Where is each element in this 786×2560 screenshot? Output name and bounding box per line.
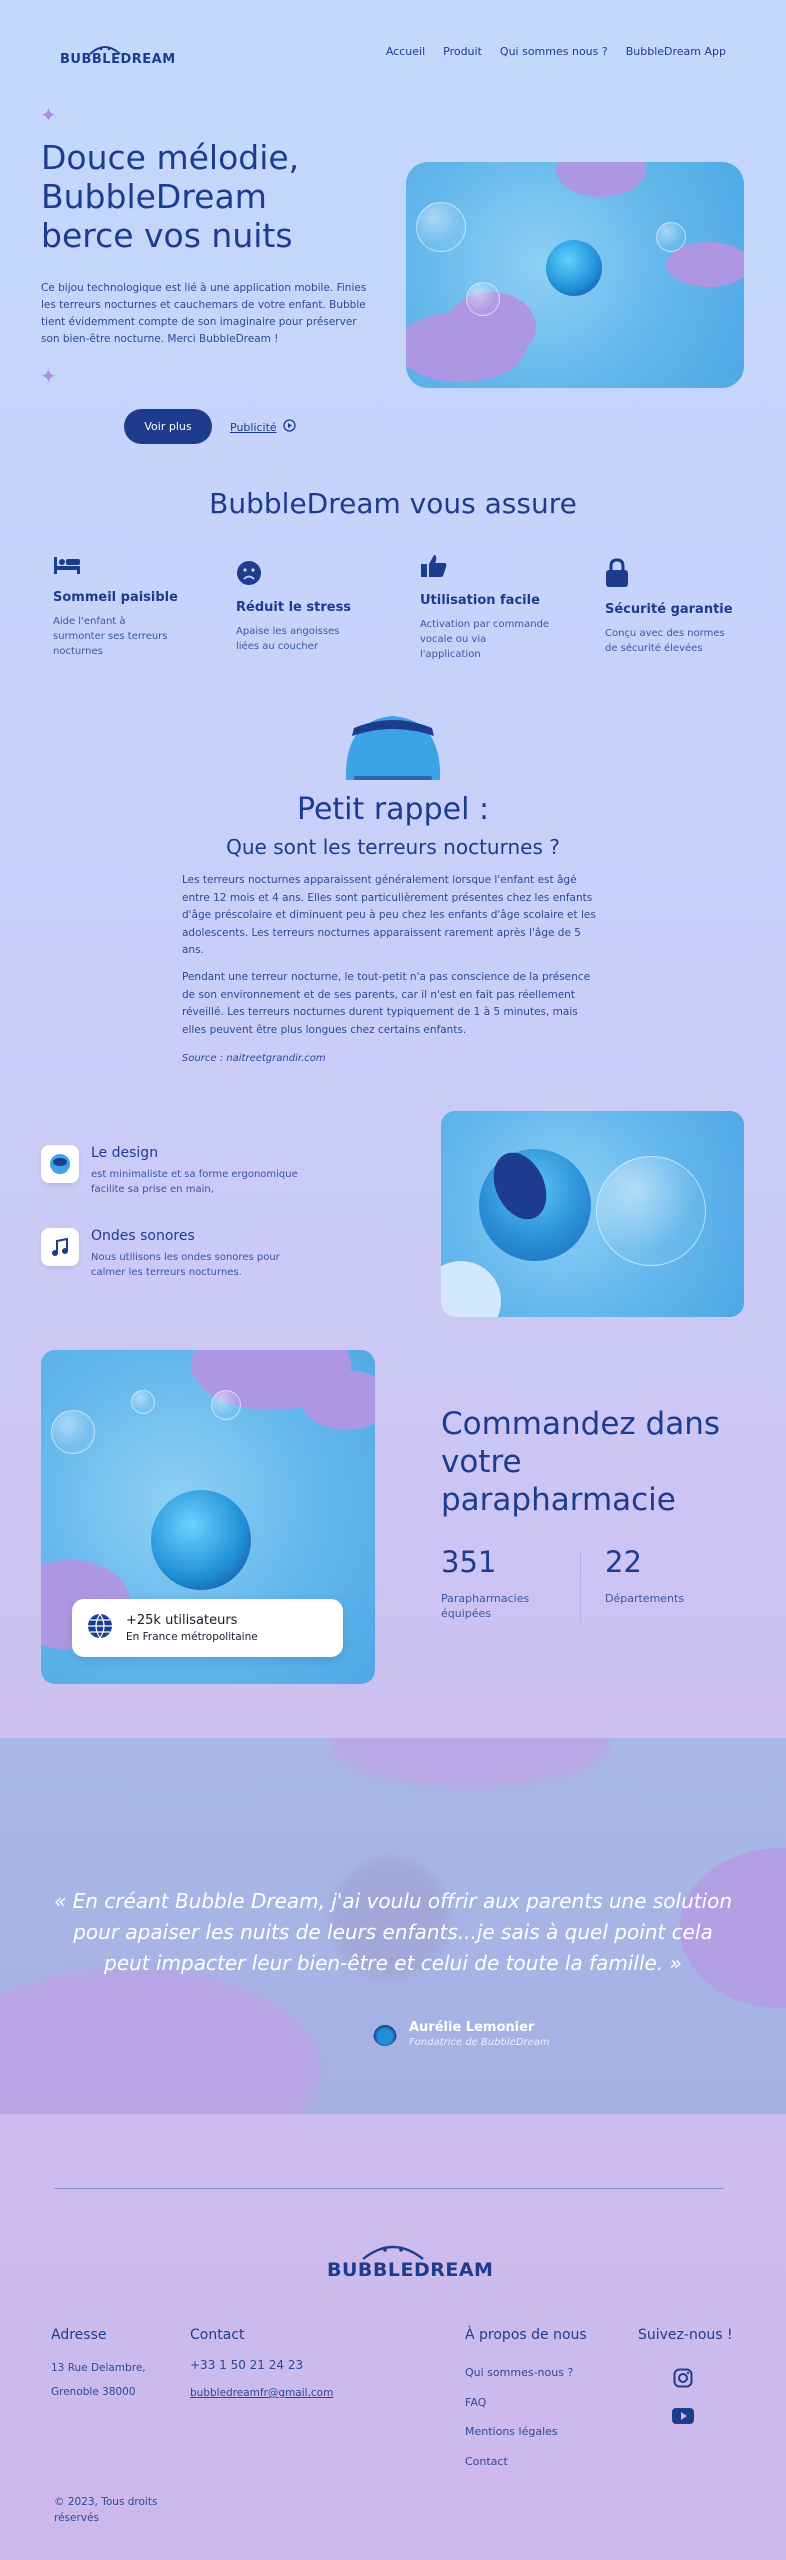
feature-text: Activation par commande vocale ou via l'application: [420, 619, 550, 660]
youtube-icon[interactable]: [672, 2408, 694, 2428]
stat-label: équipées: [441, 1607, 492, 1620]
order-title-line: Commandez dans: [441, 1406, 720, 1442]
bed-icon: [53, 554, 193, 582]
stat-label: Départements: [605, 1592, 685, 1605]
hero-title-line: Douce mélodie,: [41, 138, 300, 177]
nav-produit[interactable]: Produit: [443, 45, 482, 58]
assure-title: BubbleDream vous assure: [209, 487, 577, 520]
sparkle-icon: ✦: [40, 103, 57, 127]
device-icon: [41, 1145, 79, 1183]
feature-sommeil: [53, 554, 193, 659]
logo-text: BUBBLEDREAM: [60, 52, 176, 67]
design-item: [41, 1145, 341, 1197]
instagram-icon[interactable]: [673, 2368, 693, 2392]
testimonial-quote: [40, 1886, 746, 1979]
quote-line: « En créant Bubble Dream, j'ai voulu offrir aux parents une solution: [53, 1889, 733, 1913]
order-title-line: votre: [441, 1444, 522, 1480]
footer-contact-heading: Contact: [190, 2327, 245, 2343]
quote-author: [373, 2020, 550, 2048]
footer-address-heading: Adresse: [51, 2327, 107, 2343]
users-region: En France métropolitaine: [126, 1631, 258, 1643]
footer-follow-heading: Suivez-nous !: [638, 2327, 733, 2343]
music-note-icon: [41, 1228, 79, 1266]
hero-product-image: [406, 162, 744, 388]
order-title-line: parapharmacie: [441, 1482, 676, 1518]
feature-title: Sécurité garantie: [605, 602, 733, 617]
product-device-image: [344, 710, 442, 782]
stat-value: 351: [441, 1545, 497, 1579]
feature-title: Utilisation facile: [420, 593, 540, 608]
thumbs-up-icon: [420, 553, 560, 585]
design-item-title: Le design: [91, 1145, 159, 1161]
copyright-line: réservés: [54, 2512, 99, 2524]
author-name: Aurélie Lemonier: [409, 2020, 535, 2035]
frown-icon: [236, 560, 376, 592]
stat-value: 22: [605, 1545, 642, 1579]
footer-link-mentions-legales[interactable]: Mentions légales: [465, 2425, 558, 2438]
copyright-line: © 2023, Tous droits: [54, 2496, 158, 2508]
feature-text: Apaise les angoisses liées au coucher: [236, 626, 340, 652]
footer-about-heading: À propos de nous: [465, 2327, 587, 2343]
design-product-image: [441, 1111, 744, 1317]
publicite-label: Publicité: [230, 420, 277, 434]
nav-accueil[interactable]: Accueil: [385, 45, 426, 58]
feature-utilisation: [420, 553, 560, 662]
voir-plus-button[interactable]: Voir plus: [124, 409, 212, 444]
rappel-source: Source : naitreetgrandir.com: [182, 1053, 326, 1064]
quote-line: peut impacter leur bien-être et celui de toute la famille. »: [104, 1951, 682, 1975]
rappel-paragraph-1: Les terreurs nocturnes apparaissent généralement lorsque l'enfant est âgé entre 12 mois et 4 ans. Elles sont particulièrement présentes chez les enfants d'âge préscolaire et diminuent peu à peu chez les enfants d'âge scolaire et les adolescents. Les terreurs nocturnes apparaissent rarement après l'âge de 5 ans.: [182, 874, 596, 956]
footer-address-line: 13 Rue Delambre,: [51, 2362, 146, 2374]
footer-address-line: Grenoble 38000: [51, 2386, 136, 2398]
feature-text: Conçu avec des normes de sécurité élevées: [605, 628, 725, 654]
author-role: Fondatrice de BubbleDream: [409, 2037, 550, 2048]
publicite-link[interactable]: [230, 419, 296, 435]
footer-logo[interactable]: [325, 2237, 494, 2287]
rappel-title: Petit rappel :: [296, 792, 490, 827]
nav-app[interactable]: BubbleDream App: [625, 45, 726, 58]
feature-text: Aide l'enfant à surmonter ses terreurs nocturnes: [53, 616, 168, 657]
design-item-title: Ondes sonores: [91, 1228, 195, 1244]
nav-qui-sommes-nous[interactable]: Qui sommes nous ?: [499, 45, 608, 58]
logo-text: BUBBLEDREAM: [327, 2259, 494, 2281]
design-item-text: Nous utilisons les ondes sonores pour calmer les terreurs nocturnes.: [91, 1252, 280, 1278]
stat-label: Parapharmacies: [441, 1592, 530, 1605]
feature-title: Sommeil paisible: [53, 590, 178, 605]
stat-parapharmacies: [441, 1545, 581, 1621]
rappel-paragraph-2: Pendant une terreur nocturne, le tout-petit n'a pas conscience de la présence de son environnement et de ses parents, car il n'est en fait pas réellement réveillé. Les terreurs nocturnes durent typiquement de 1 à 5 minutes, mais elles peuvent être plus longues chez certains enfants.: [182, 971, 591, 1036]
hero-title-line: berce vos nuits: [41, 216, 293, 255]
footer-email-link[interactable]: bubbledreamfr@gmail.com: [190, 2387, 334, 2399]
sparkle-icon: ✦: [40, 364, 57, 388]
feature-securite: [605, 558, 745, 656]
quote-line: pour apaiser les nuits de leurs enfants...je sais à quel point cela: [73, 1920, 713, 1944]
footer-link-faq[interactable]: FAQ: [465, 2396, 487, 2409]
footer-divider: [54, 2188, 724, 2189]
play-circle-icon: [283, 419, 296, 435]
users-count: +25k utilisateurs: [126, 1613, 238, 1628]
users-card: [72, 1599, 343, 1657]
footer-link-qui-sommes-nous[interactable]: Qui sommes-nous ?: [465, 2366, 574, 2379]
stat-departements: [605, 1545, 745, 1606]
order-title: [441, 1405, 761, 1519]
main-nav: [368, 45, 726, 58]
hero-description: Ce bijou technologique est lié à une application mobile. Finies les terreurs nocturnes et cauchemars de votre enfant. Bubble tient évidemment compte de son imaginaire pour préserver son bien-être nocturne. Merci BubbleDream !: [41, 282, 367, 345]
feature-stress: [236, 560, 376, 654]
feature-title: Réduit le stress: [236, 600, 352, 615]
rappel-subtitle: Que sont les terreurs nocturnes ?: [226, 835, 560, 859]
hero-title: [41, 138, 381, 255]
copyright: [54, 2494, 157, 2526]
avatar: [373, 2022, 397, 2046]
footer-phone[interactable]: +33 1 50 21 24 23: [190, 2358, 304, 2372]
stat-divider: [580, 1552, 581, 1622]
lock-icon: [605, 558, 745, 594]
design-item-text: est minimaliste et sa forme ergonomique facilite sa prise en main,: [91, 1169, 298, 1195]
footer-link-contact[interactable]: Contact: [465, 2455, 508, 2468]
design-item: [41, 1228, 341, 1280]
hero-title-line: BubbleDream: [41, 177, 267, 216]
globe-icon: [86, 1612, 114, 1644]
site-logo[interactable]: [60, 38, 176, 72]
